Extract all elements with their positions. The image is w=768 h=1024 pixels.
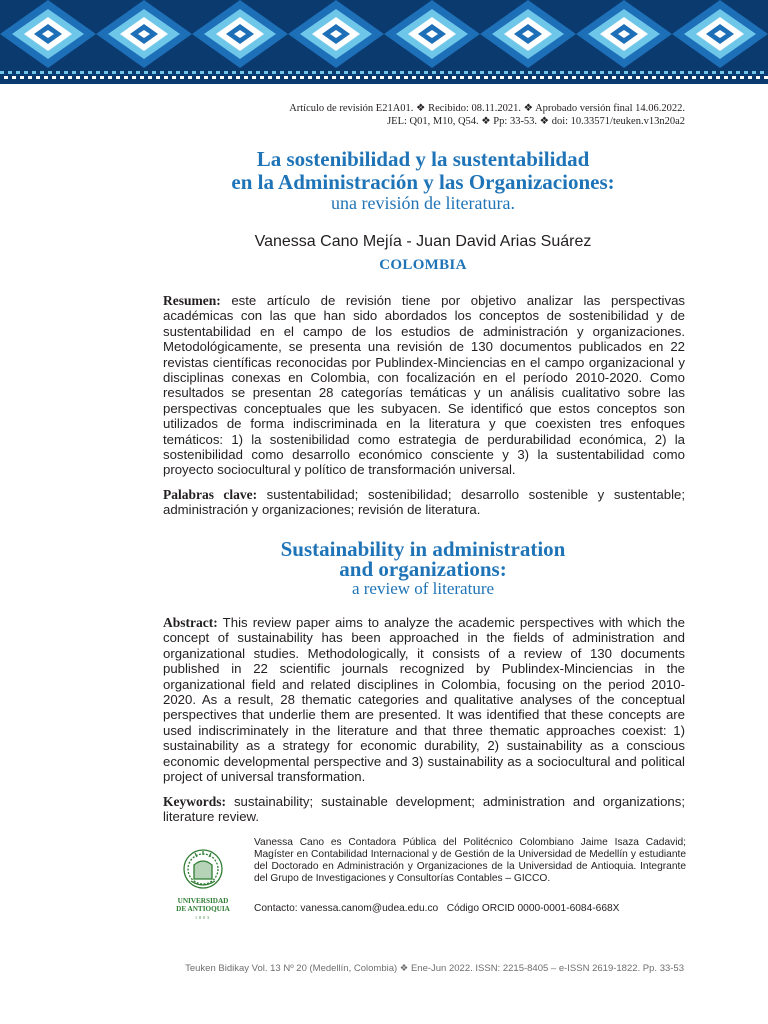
spanish-abstract-text: este artículo de revisión tiene por objetivo analizar las perspectivas académicas con las que han sido abordados los conceptos de sostenibilidad y de sustentabilidad en el campo de los estudios de administración y organizaciones. Metodológicamente, se presenta una revisión de 130 documentos publicados en 22 revistas científicas reconocidas por Publindex-Minciencias en el campo organizacional y disciplinas conexas en Colombia, con focalización en el período 2010-2020. Como resultados se presentan 28 categorías temáticas y un análisis cualitativo sobre las perspectivas conceptuales que les subyacen. Se identificó que estos conceptos son utilizados de forma indiscriminada en la literatura y que coexisten tres enfoques temáticos: 1) la sostenibilidad como estrategia de perdurabilidad económica, 2) la sostenibilidad como desarrollo económico consciente y 3) la sustentabilidad como proyecto sociocultural y político de transformación universal.	[163, 293, 685, 478]
logo-year: 1803	[195, 915, 211, 920]
spanish-subtitle: una revisión de literatura.	[331, 193, 515, 213]
orcid-code: Código ORCID 0000-0001-6084-668X	[446, 903, 620, 914]
author-contact	[254, 903, 619, 914]
metadata-line-1: Artículo de revisión E21A01. ❖ Recibido: 08.11.2021. ❖ Aprobado versión final 14.06.2022.	[289, 103, 685, 114]
english-abstract-label: Abstract:	[163, 615, 218, 630]
english-title-line-2: and organizations:	[339, 557, 507, 581]
metadata-line-2: JEL: Q01, M10, Q54. ❖ Pp: 33-53. ❖ doi: 10.33571/teuken.v13n20a2	[387, 116, 685, 127]
spanish-keywords	[163, 487, 685, 518]
spanish-title-line-1: La sostenibilidad y la sustentabilidad	[256, 147, 590, 171]
english-keywords-text: sustainability; sustainable development; administration and organizations; literature review.	[163, 794, 685, 825]
author-bio: Vanessa Cano es Contadora Pública del Politécnico Colombiano Jaime Isaza Cadavid; Magíster en Contabilidad Internacional y de Gestión de la Universidad de Medellín y estudiante del Doctorado en Administración y Organizaciones de la Universidad de Antioquia. Integrante del Grupo de Investigaciones y Consultorías Contables – GICCO.	[254, 837, 686, 884]
spanish-keywords-label: Palabras clave:	[163, 487, 258, 502]
english-abstract-text: This review paper aims to analyze the academic perspectives with which the concept of sustainability has been approached in the fields of administration and organizational studies. Methodologically, it consists of a review of 130 documents published in 22 scientific journals recognized by Publindex-Minciencias in the organizational field and related disciplines in Colombia, focusing on the period 2010-2020. As a result, 28 thematic categories and qualitative analyses of the conceptual perspectives that underlie them are presented. It was identified that these concepts are used indiscriminately in the literature and that three thematic approaches coexist: 1) sustainability as a strategy for economic durability, 2) sustainability as a conscious economic developmental perspective and 3) sustainability as a sociocultural and political project of universal transformation.	[163, 615, 685, 785]
english-abstract	[163, 615, 685, 784]
english-title-line-1: Sustainability in administration	[280, 537, 566, 561]
spanish-keywords-text: sustentabilidad; sostenibilidad; desarrollo sostenible y sustentable; administración y organizaciones; revisión de literatura.	[163, 487, 685, 518]
logo-name-line-1: UNIVERSIDAD	[177, 897, 229, 905]
spanish-title-line-2: en la Administración y las Organizaciones:	[231, 170, 615, 194]
english-subtitle: a review of literature	[351, 579, 495, 598]
spanish-abstract	[163, 293, 685, 478]
page-footer: Teuken Bidikay Vol. 13 Nº 20 (Medellín, Colombia) ❖ Ene-Jun 2022. ISSN: 2215-8405 – e-ISSN 2619-1822. Pp. 33-53	[185, 963, 684, 974]
english-keywords	[163, 794, 685, 825]
english-keywords-label: Keywords:	[163, 794, 226, 809]
contact-email: Contacto: vanessa.canom@udea.edu.co	[254, 903, 439, 914]
article-metadata	[160, 102, 685, 128]
university-seal-icon	[171, 845, 235, 925]
university-logo	[171, 845, 235, 925]
logo-name-line-2: DE ANTIOQUIA	[176, 905, 230, 913]
authors: Vanessa Cano Mejía - Juan David Arias Suárez	[254, 233, 592, 250]
woven-pattern-banner	[0, 0, 768, 84]
decorative-banner	[0, 0, 768, 84]
country: COLOMBIA	[379, 257, 467, 273]
spanish-abstract-label: Resumen:	[163, 293, 221, 308]
